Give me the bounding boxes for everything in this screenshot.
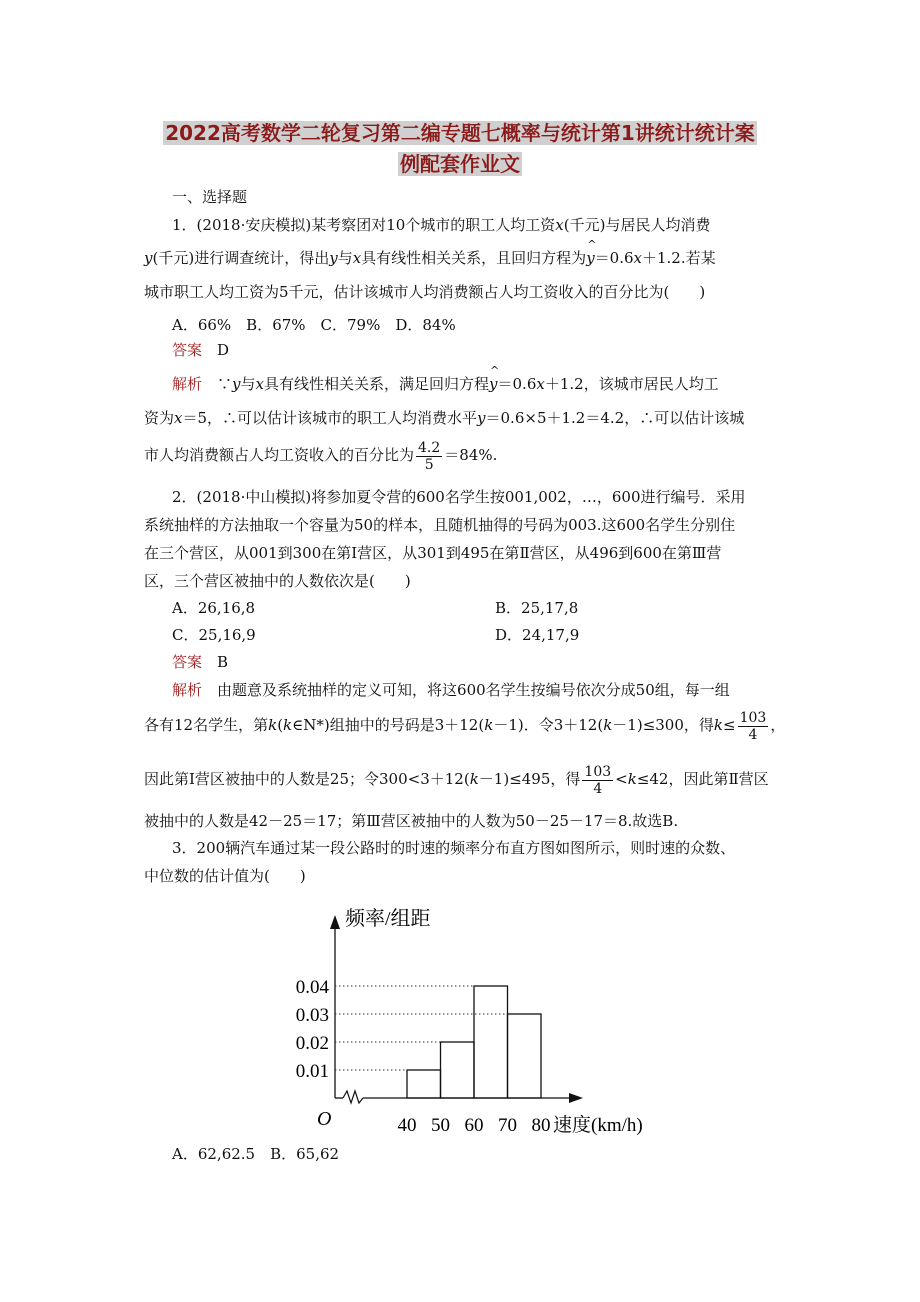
fraction-103-over-4: $\frac{103}{4}$ (584, 763, 612, 797)
q2-line-1: 2．(2018·中山模拟)将参加夏令营的600名学生按001,002，…，600进行编号．采用 (172, 488, 746, 506)
x-tick-label: 80 (531, 1115, 551, 1136)
q1-analysis-line-3: 市人均消费额占人均工资收入的百分比为 $\frac{4.2}{5}$ ＝84%. (144, 439, 498, 473)
q1-options: A．66% B．67% C．79% D．84% (172, 316, 456, 334)
fraction-4-2-over-5: $\frac{4.2}{5}$ (418, 439, 441, 473)
q2-line-2: 系统抽样的方法抽取一个容量为50的样本，且随机抽得的号码为003.这600名学生分别住 (144, 516, 736, 534)
q2-option-a: A．26,16,8 (172, 599, 256, 617)
y-tick-label: 0.04 (295, 977, 329, 998)
y-axis-arrow (330, 915, 340, 929)
q2-option-d: D．24,17,9 (495, 626, 580, 644)
axis-break-mark (343, 1091, 363, 1103)
x-tick-label: 70 (498, 1115, 517, 1136)
q3-line-2: 中位数的估计值为( ) (144, 867, 306, 885)
y-tick-label: 0.01 (295, 1061, 329, 1082)
q2-option-b: B．25,17,8 (495, 599, 579, 617)
section-heading: 一、选择题 (172, 188, 248, 206)
x-axis-arrow (569, 1093, 583, 1103)
q2-line-3: 在三个营区，从001到300在第Ⅰ营区，从301到495在第Ⅱ营区，从496到600在第Ⅲ营 (144, 544, 722, 562)
x-tick-label: 60 (464, 1115, 484, 1136)
q2-answer: 答案 B (172, 653, 229, 671)
fraction-103-over-4: $\frac{103}{4}$ (739, 709, 767, 743)
histogram-bar-40-50 (407, 1070, 441, 1098)
histogram-bar-60-70 (474, 986, 508, 1098)
y-axis-title: 频率/组距 (345, 908, 431, 930)
x-axis-title: 速度(km/h) (553, 1115, 643, 1136)
frequency-histogram (285, 893, 675, 1143)
document-title-line-1: 2022高考数学二轮复习第二编专题七概率与统计第1讲统计统计案 (165, 121, 755, 145)
q1-answer: 答案 D (172, 341, 230, 359)
q1-analysis-line-1: 解析 ∵y与x具有线性相关关系，满足回归方程^ y＝0.6x＋1.2，该城市居民人均工 (172, 374, 719, 394)
q1-analysis-line-2: 资为x＝5，∴可以估计该城市的职工人均消费水平y＝0.6×5＋1.2＝4.2，∴可以估计该城 (144, 409, 745, 427)
q2-analysis-line-4: 被抽中的人数是42－25＝17；第Ⅲ营区被抽中的人数为50－25－17＝8.故选B. (144, 812, 679, 830)
q2-analysis-line-1: 解析 由题意及系统抽样的定义可知，将这600名学生按编号依次分成50组，每一组 (172, 681, 730, 699)
q2-analysis-line-3: 因此第Ⅰ营区被抽中的人数是25；令300<3＋12(k－1)≤495，得 $\frac{103}{4}$ <k≤42，因此第Ⅱ营区 (144, 763, 769, 797)
document-title-line-2: 例配套作业文 (400, 152, 520, 176)
q3-line-1: 3．200辆汽车通过某一段公路时的时速的频率分布直方图如图所示，则时速的众数、 (172, 839, 736, 857)
q2-analysis-line-2: 各有12名学生，第k(k∈N*)组抽中的号码是3＋12(k－1)．令3＋12(k－1)≤300，得k≤ $\frac{103}{4}$ ， (144, 709, 786, 743)
y-tick-label: 0.03 (295, 1005, 329, 1026)
histogram-bar-50-60 (441, 1042, 475, 1098)
x-tick-label: 40 (397, 1115, 417, 1136)
x-tick-label: 50 (431, 1115, 450, 1136)
histogram-bar-70-80 (508, 1014, 542, 1098)
q2-line-4: 区，三个营区被抽中的人数依次是( ) (144, 572, 411, 590)
q1-line-2: y(千元)进行调查统计，得出y与x具有线性相关关系，且回归方程为^ y＝0.6x＋1.2.若某 (144, 248, 716, 268)
q1-line-1: 1．(2018·安庆模拟)某考察团对10个城市的职工人均工资x(千元)与居民人均消费 (172, 216, 711, 234)
q3-options: A．62,62.5 B．65,62 (172, 1145, 340, 1163)
q2-option-c: C．25,16,9 (172, 626, 256, 644)
origin-label: O (317, 1108, 332, 1130)
y-tick-label: 0.02 (295, 1033, 329, 1054)
q1-line-3: 城市职工人均工资为5千元，估计该城市人均消费额占人均工资收入的百分比为( ) (144, 283, 706, 301)
